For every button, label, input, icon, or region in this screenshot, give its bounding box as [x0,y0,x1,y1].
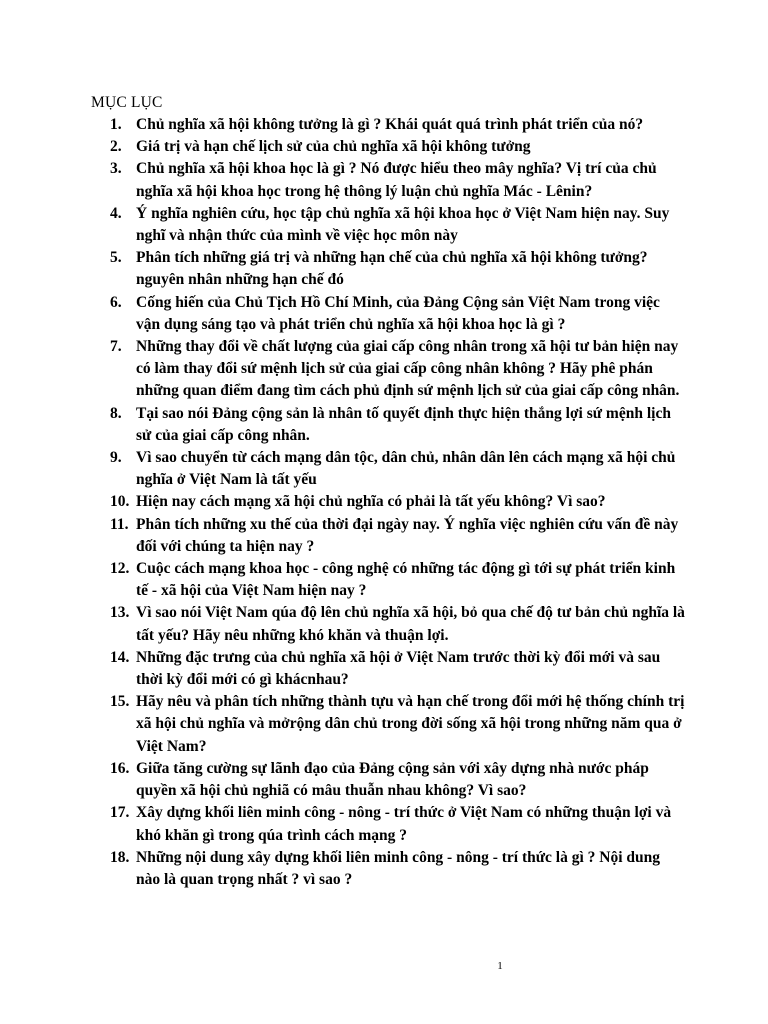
toc-item-text: Phân tích những giá trị và những hạn chế của chủ nghĩa xã hội không tưởng? nguyên nhân những hạn chế đó [136,249,648,289]
toc-item-number: 17. [110,804,130,822]
toc-item-number: 10. [110,493,130,511]
toc-item [110,602,685,646]
toc-item-text: Giá trị và hạn chế lịch sử của chủ nghĩa xã hội không tưởng [136,138,531,156]
toc-item [110,136,685,158]
toc-item [110,691,685,758]
toc-item [110,158,685,202]
toc-item-text: Giữa tăng cường sự lãnh đạo của Đảng cộng sản với xây dựng nhà nước pháp quyền xã hội chủ nghiã có mâu thuẫn nhau không? Vì sao? [136,759,649,800]
toc-item-text: Ý nghĩa nghiên cứu, học tập chủ nghĩa xã hội khoa học ở Việt Nam hiện nay. Suy nghĩ và nhận thức của mình về việc học môn này [136,204,670,245]
toc-item [110,336,685,403]
toc-item-text: Vì sao chuyển từ cách mạng dân tộc, dân chủ, nhân dân lên cách mạng xã hội chủ nghĩa ở Việt Nam là tất yếu [136,449,676,489]
toc-item-text: Những thay đổi về chất lượng của giai cấp công nhân trong xã hội tư bản hiện nay có làm thay đổi sứ mệnh lịch sử của giai cấp công nhân không ? Hãy phê phán những quan điểm đang tìm cách phủ định sứ mệnh lịch sử của giai cấp công nhân. [136,338,680,400]
toc-item [110,292,685,336]
toc-item [110,447,685,491]
toc-heading: MỤC LỤC [91,94,163,111]
toc-item-number: 14. [110,648,130,666]
toc-item-number: 11. [110,515,129,533]
toc-item-number: 5. [110,249,122,267]
toc-item-text: Vì sao nói Việt Nam qúa độ lên chủ nghĩa xã hội, bỏ qua chế độ tư bản chủ nghĩa là tất yếu? Hãy nêu những khó khăn và thuận lợi. [136,604,685,644]
toc-item-number: 18. [110,848,130,866]
toc-item [110,514,685,558]
toc-item [110,247,685,291]
toc-item-text: Chủ nghĩa xã hội không tưởng là gì ? Khái quát quá trình phát triển của nó? [136,116,644,133]
toc-item-number: 13. [110,604,130,622]
toc-item [110,758,685,802]
toc-item-text: Tại sao nói Đảng cộng sản là nhân tố quyết định thực hiện thắng lợi sứ mệnh lịch sử của giai cấp công nhân. [136,404,671,444]
toc-list [110,114,685,891]
toc-item-number: 6. [110,293,122,311]
toc-item-number: 3. [110,160,122,178]
toc-item-number: 1. [110,116,122,133]
toc-item-number: 12. [110,560,130,578]
toc-item-text: Những nội dung xây dựng khối liên minh công - nông - trí thức là gì ? Nội dung nào là quan trọng nhất ? vì sao ? [136,848,661,888]
toc-item-number: 8. [110,404,122,422]
toc-item-text: Hiện nay cách mạng xã hội chủ nghĩa có phải là tất yếu không? Vì sao? [136,493,606,511]
toc-item-number: 15. [110,693,130,711]
toc-item-text: Phân tích những xu thế của thời đại ngày nay. Ý nghĩa việc nghiên cứu vấn đề này đối với chúng ta hiện nay ? [136,515,679,555]
toc-item-number: 9. [110,449,122,467]
toc-item [110,491,685,513]
toc-item [110,802,685,846]
toc-item-number: 2. [110,138,122,156]
toc-item [110,114,685,136]
toc-item-text: Những đặc trưng của chủ nghĩa xã hội ở Việt Nam trước thời kỳ đổi mới và sau thời kỳ đổi mới có gì khácnhau? [136,648,661,689]
toc-item-number: 7. [110,338,122,356]
toc-item-text: Xây dựng khối liên minh công - nông - trí thức ở Việt Nam có những thuận lợi và khó khăn gì trong qúa trình cách mạng ? [136,804,672,844]
toc-item [110,203,685,247]
toc-item-text: Hãy nêu và phân tích những thành tựu và hạn chế trong đổi mới hệ thống chính trị xã hội chủ nghĩa và mởrộng dân chủ trong đời sống xã hội trong những năm qua ở Việt Nam? [136,693,685,755]
toc-item [110,647,685,691]
toc-item-number: 4. [110,204,122,222]
toc-item-number: 16. [110,759,130,777]
toc-item [110,847,685,891]
toc-item [110,558,685,602]
toc-item [110,403,685,447]
toc-item-text: Chủ nghĩa xã hội khoa học là gì ? Nó được hiểu theo mây nghĩa? Vị trí của chủ nghĩa xã hội khoa học trong hệ thông lý luận chủ nghĩa Mác - Lênin? [136,160,657,200]
page-number: 1 [497,960,503,972]
toc-item-text: Cuộc cách mạng khoa học - công nghệ có những tác động gì tới sự phát triển kinh tế - xã hội của Việt Nam hiện nay ? [136,560,676,600]
toc-item-text: Cống hiến của Chủ Tịch Hồ Chí Minh, của Đảng Cộng sản Việt Nam trong việc vận dụng sáng tạo và phát triển chủ nghĩa xã hội khoa học là gì ? [136,293,660,333]
